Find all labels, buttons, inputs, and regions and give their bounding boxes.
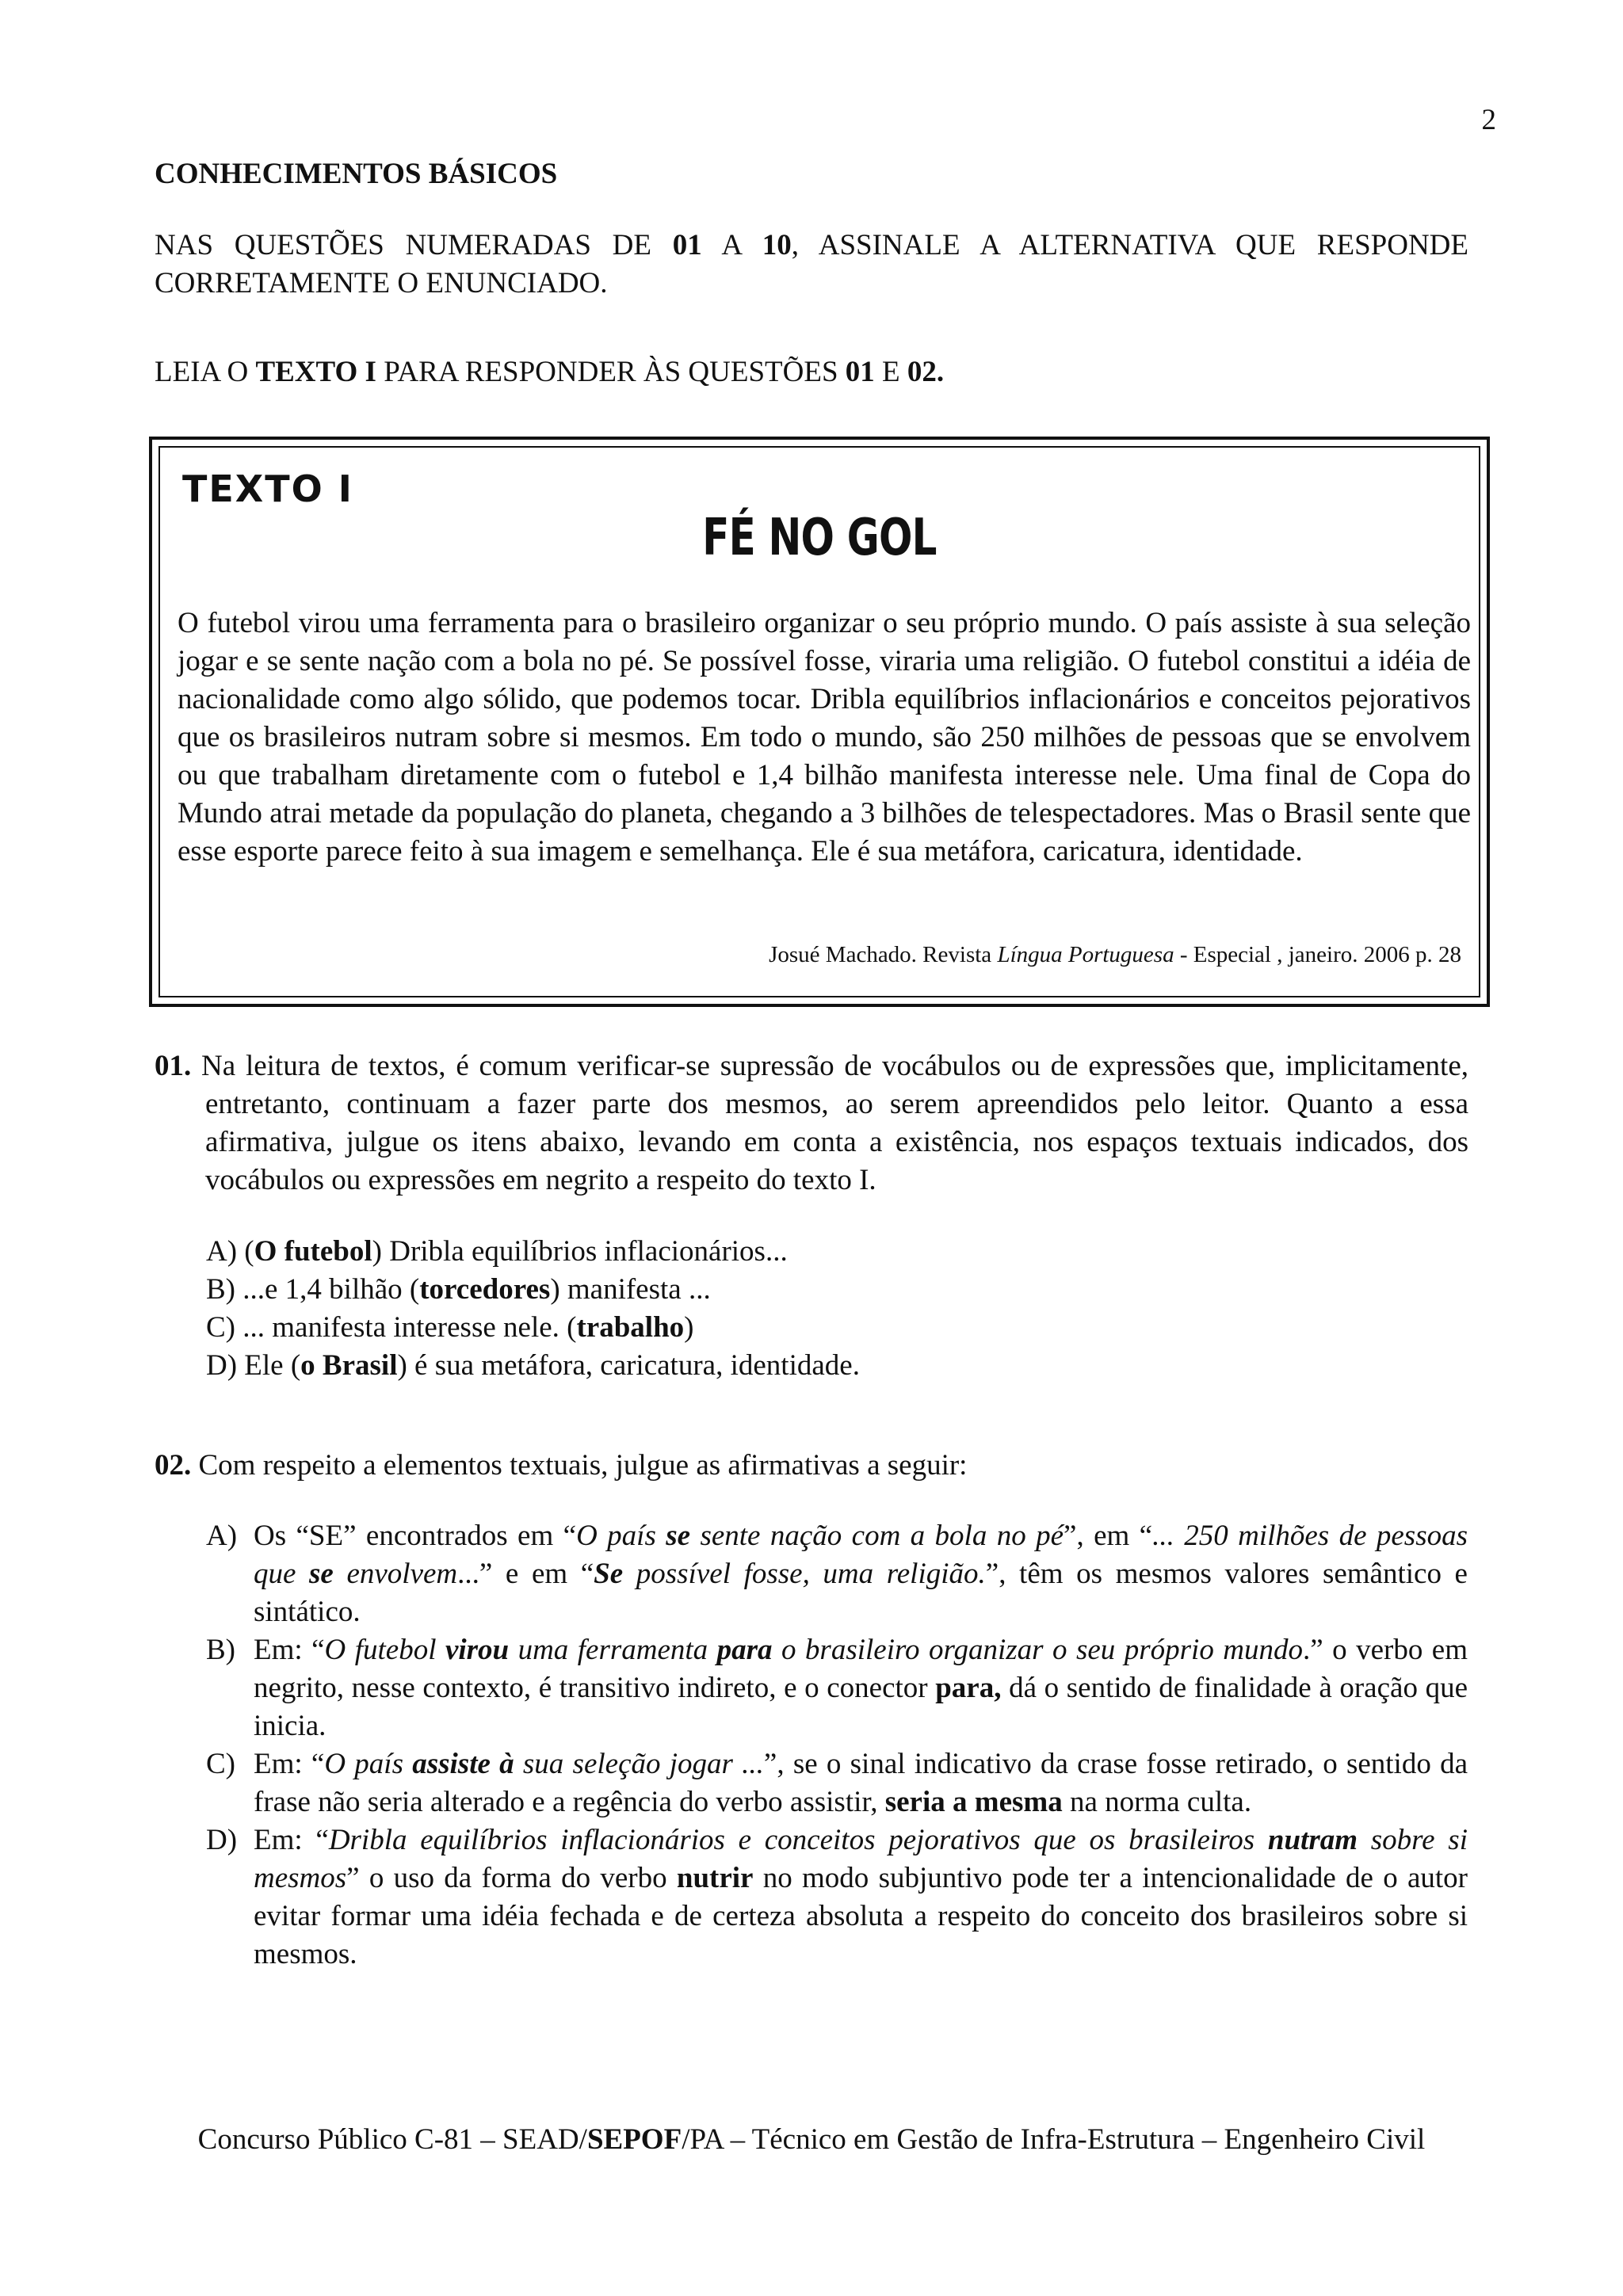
question-number: 02. bbox=[155, 1449, 192, 1482]
option-c: C) Em: “O país assiste à sua seleção jogar ...”, se o sinal indicativo da crase fosse retirado, o sentido da frase não seria alterado e a regência do verbo assistir, seria a mesma na norma culta. bbox=[206, 1748, 1468, 1818]
page-footer: Concurso Público C-81 – SEAD/SEPOF/PA – Técnico em Gestão de Infra-Estrutura – Engenheiro Civil bbox=[197, 2123, 1426, 2156]
question-01 bbox=[155, 1047, 1468, 1199]
instructions: NAS QUESTÕES NUMERADAS DE 01 A 10, ASSINALE A ALTERNATIVA QUE RESPONDE CORRETAMENTE O ENUNCIADO. bbox=[155, 229, 1468, 299]
option-c: C) ... manifesta interesse nele. (trabalho) bbox=[206, 1311, 694, 1344]
text-source: Josué Machado. Revista Língua Portuguesa - Especial , janeiro. 2006 p. 28 bbox=[769, 942, 1461, 967]
option-d: D) Ele (o Brasil) é sua metáfora, caricatura, identidade. bbox=[206, 1349, 860, 1382]
question-01-statement: 01. Na leitura de textos, é comum verificar-se supressão de vocábulos ou de expressões que, implicitamente, entretanto, continuam a fazer parte dos mesmos, ao serem apreendidos pelo leitor. Quanto a essa afirmativa, julgue os itens abaixo, levando em conta a existência, nos espaços textuais indicados, dos vocábulos ou expressões em negrito a respeito do texto I. bbox=[155, 1050, 1469, 1196]
option-b: B) ...e 1,4 bilhão (torcedores) manifesta ... bbox=[206, 1273, 711, 1306]
page-number: 2 bbox=[1481, 104, 1496, 136]
question-number: 01. bbox=[155, 1050, 192, 1082]
question-02-options bbox=[206, 1517, 1468, 1974]
question-02 bbox=[155, 1447, 967, 1485]
section-title: CONHECIMENTOS BÁSICOS bbox=[155, 158, 558, 190]
reading-instruction: LEIA O TEXTO I PARA RESPONDER ÀS QUESTÕES 01 E 02. bbox=[155, 356, 945, 388]
option-a: A) (O futebol) Dribla equilíbrios inflacionários... bbox=[206, 1235, 788, 1268]
option-a: A) Os “SE” encontrados em “O país se sente nação com a bola no pé”, em “... 250 milhões de pessoas que se envolvem...” e em “Se possível fosse, uma religião.”, têm os mesmos valores semântico e sintático. bbox=[206, 1520, 1468, 1628]
question-01-options bbox=[206, 1233, 860, 1385]
question-02-statement: Com respeito a elementos textuais, julgue as afirmativas a seguir: bbox=[191, 1449, 968, 1482]
text-body: O futebol virou uma ferramenta para o brasileiro organizar o seu próprio mundo. O país assiste à sua seleção jogar e se sente nação com a bola no pé. Se possível fosse, viraria uma religião. O futebol constitui a idéia de nacionalidade como algo sólido, que podemos tocar. Dribla equilíbrios inflacionários e conceitos pejorativos que os brasileiros nutram sobre si mesmos. Em todo o mundo, são 250 milhões de pessoas que se envolvem ou que trabalham diretamente com o futebol e 1,4 bilhão manifesta interesse nele. Uma final de Copa do Mundo atrai metade da população do planeta, chegando a 3 bilhões de telespectadores. Mas o Brasil sente que esse esporte parece feito à sua imagem e semelhança. Ele é sua metáfora, caricatura, identidade. bbox=[178, 607, 1471, 868]
text-label: TEXTO I bbox=[182, 467, 353, 510]
text-title: FÉ NO GOL bbox=[702, 509, 937, 567]
option-d: D) Em: “Dribla equilíbrios inflacionários e conceitos pejorativos que os brasileiros nutram sobre si mesmos” o uso da forma do verbo nutrir no modo subjuntivo pode ter a intencionalidade de o autor evitar formar uma idéia fechada e de certeza absoluta a respeito do conceito dos brasileiros sobre si mesmos. bbox=[206, 1824, 1468, 1970]
text-box bbox=[149, 437, 1490, 1007]
option-b: B) Em: “O futebol virou uma ferramenta para o brasileiro organizar o seu próprio mundo.” o verbo em negrito, nesse contexto, é transitivo indireto, e o conector para, dá o sentido de finalidade à oração que inicia. bbox=[206, 1634, 1468, 1742]
